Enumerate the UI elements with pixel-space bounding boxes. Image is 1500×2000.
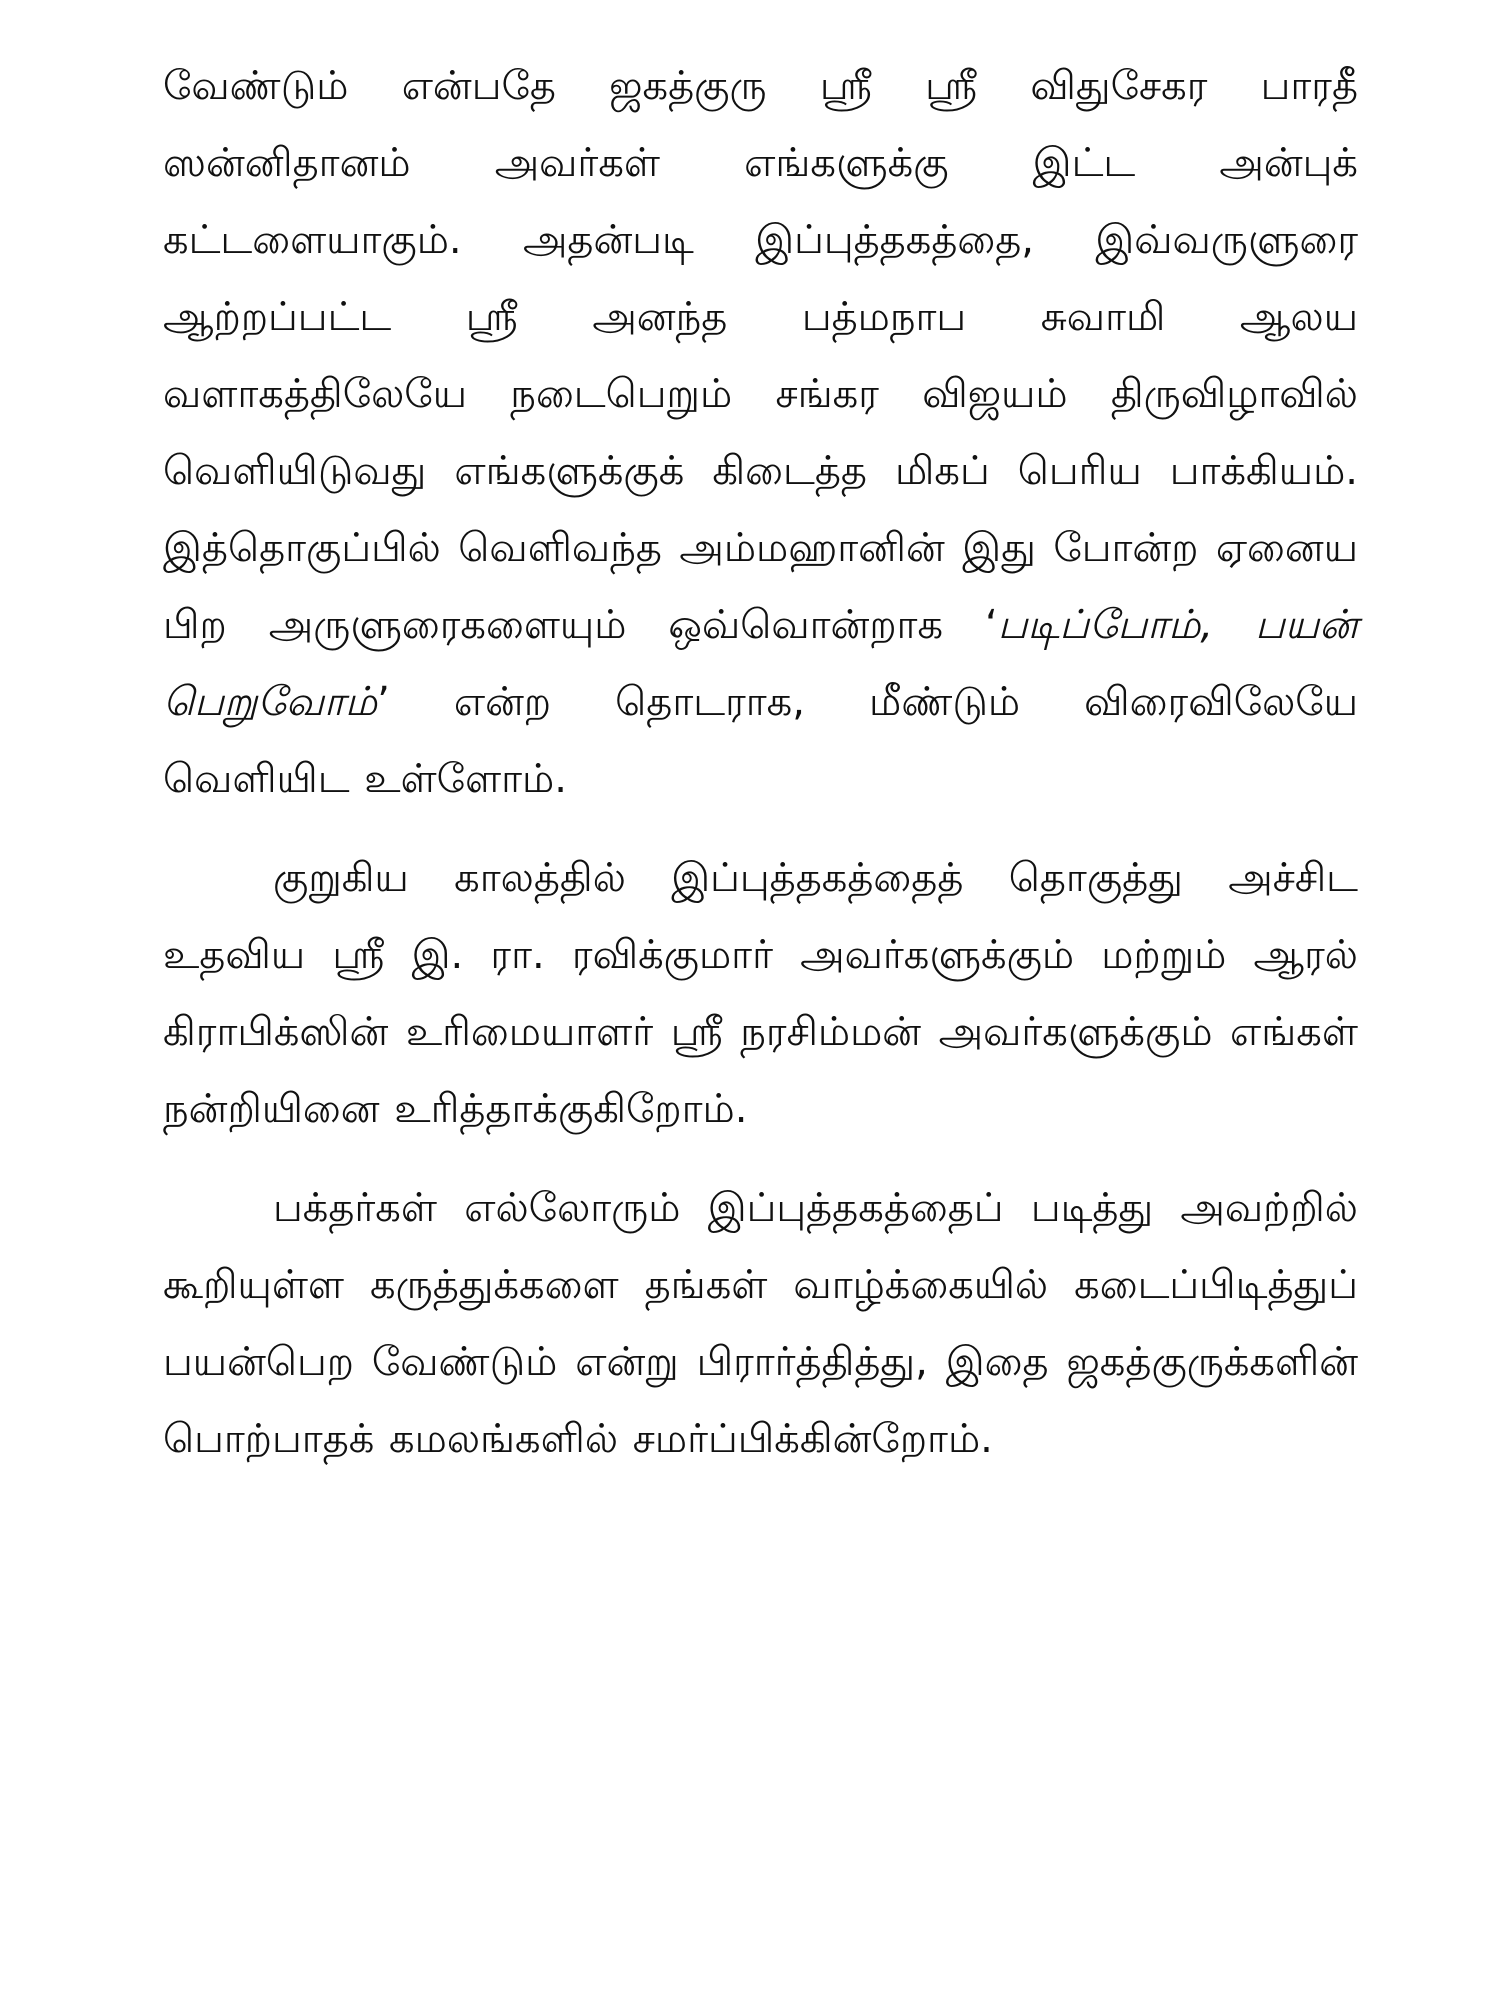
paragraph-2: குறுகிய காலத்தில் இப்புத்தகத்தைத் தொகுத்து அச்சிட உதவிய ஸ்ரீ இ. ரா. ரவிக்குமார் அவர்களுக்கும் மற்றும் ஆரல் கிராபிக்ஸின் உரிமையாளர் ஸ்ரீ நரசிம்மன் அவர்களுக்கும் எங்கள் நன்றியினை உரித்தாக்குகிறோம். bbox=[163, 855, 1358, 1132]
series-title-italic: படிப்போம், பயன் பெறுவோம் bbox=[163, 602, 1358, 725]
document-body bbox=[163, 48, 1358, 1478]
paragraph-1-text-start: வேண்டும் என்பதே ஜகத்குரு ஸ்ரீ ஸ்ரீ விதுசேகர பாரதீ ஸன்னிதானம் அவர்கள் எங்களுக்கு இட்ட அன்புக் கட்டளையாகும். அதன்படி இப்புத்தகத்தை, இவ்வருளுரை ஆற்றப்பட்ட ஸ்ரீ அனந்த பத்மநாப சுவாமி ஆலய வளாகத்திலேயே நடைபெறும் சங்கர விஜயம் திருவிழாவில் வெளியிடுவது எங்களுக்குக் கிடைத்த மிகப் பெரிய பாக்கியம். இத்தொகுப்பில் வெளிவந்த அம்மஹானின் இது போன்ற ஏனைய பிற அருளுரைகளையும் ஒவ்வொன்றாக ‘ bbox=[163, 63, 1358, 648]
paragraph-1-text-end: ’ என்ற தொடராக, மீண்டும் விரைவிலேயே வெளியிட உள்ளோம். bbox=[163, 679, 1358, 802]
paragraph-3: பக்தர்கள் எல்லோரும் இப்புத்தகத்தைப் படித்து அவற்றில் கூறியுள்ள கருத்துக்களை தங்கள் வாழ்க்கையில் கடைப்பிடித்துப் பயன்பெற வேண்டும் என்று பிரார்த்தித்து, இதை ஜகத்குருக்களின் பொற்பாதக் கமலங்களில் சமர்ப்பிக்கின்றோம். bbox=[163, 1185, 1358, 1462]
paragraph-1 bbox=[163, 48, 1358, 818]
